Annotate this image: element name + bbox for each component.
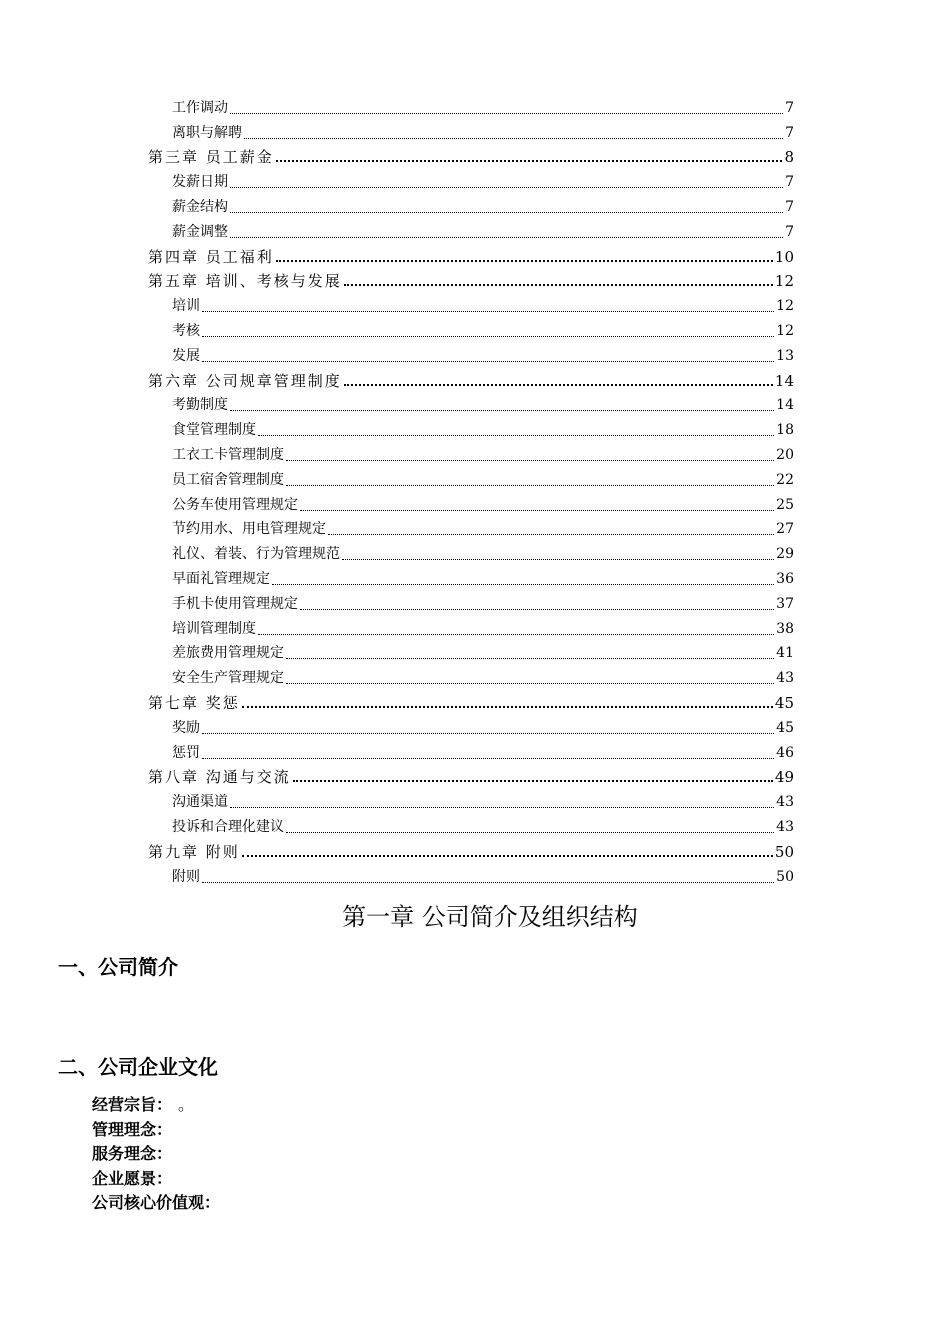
toc-entry-label: 附则 — [172, 868, 200, 885]
toc-entry-label: 惩罚 — [172, 744, 200, 761]
toc-page-number: 27 — [776, 521, 794, 538]
toc-dot-leader — [344, 282, 773, 286]
toc-entry-label: 节约用水、用电管理规定 — [172, 521, 326, 538]
toc-page-number: 43 — [776, 794, 794, 811]
toc-entry-label: 食堂管理制度 — [172, 422, 256, 439]
toc-entry-label: 考勤制度 — [172, 397, 228, 414]
section-heading-corporate-culture: 二、公司企业文化 — [58, 1055, 218, 1079]
toc-dot-leader — [202, 359, 774, 362]
toc-entry[interactable] — [148, 517, 794, 542]
culture-item-label: 管理理念： — [92, 1119, 173, 1139]
toc-entry[interactable] — [148, 616, 794, 641]
toc-entry-label: 薪金结构 — [172, 198, 228, 215]
toc-entry-label: 第七章 奖惩 — [148, 693, 240, 712]
toc-dot-leader — [258, 433, 774, 436]
toc-dot-leader — [202, 880, 774, 883]
toc-entry[interactable] — [148, 541, 794, 566]
section-heading-company-intro: 一、公司简介 — [58, 955, 178, 979]
toc-page-number: 45 — [776, 719, 794, 736]
toc-entry-label: 安全生产管理规定 — [172, 670, 284, 687]
toc-page-number: 12 — [774, 272, 794, 291]
toc-entry-label: 第三章 员工薪金 — [148, 148, 274, 167]
toc-dot-leader — [300, 607, 774, 610]
toc-entry-label: 投诉和合理化建议 — [172, 818, 284, 835]
toc-chapter-entry[interactable] — [148, 145, 794, 170]
toc-dot-leader — [272, 582, 774, 585]
toc-entry[interactable] — [148, 318, 794, 343]
toc-chapter-entry[interactable] — [148, 269, 794, 294]
culture-item-label: 经营宗旨： — [92, 1095, 165, 1114]
toc-entry[interactable] — [148, 467, 794, 492]
culture-item — [92, 1093, 234, 1118]
toc-dot-leader — [230, 408, 774, 411]
toc-entry[interactable] — [148, 641, 794, 666]
toc-entry-label: 公务车使用管理规定 — [172, 496, 298, 513]
toc-entry[interactable] — [148, 95, 794, 120]
toc-page-number: 46 — [776, 744, 794, 761]
toc-entry-label: 工作调动 — [172, 99, 228, 116]
culture-item-label: 企业愿景： — [92, 1168, 173, 1188]
toc-chapter-entry[interactable] — [148, 839, 794, 864]
toc-dot-leader — [230, 185, 783, 188]
toc-entry[interactable] — [148, 343, 794, 368]
toc-entry[interactable] — [148, 740, 794, 765]
toc-entry[interactable] — [148, 715, 794, 740]
toc-entry-label: 考核 — [172, 322, 200, 339]
toc-page-number: 18 — [776, 422, 794, 439]
toc-page-number: 36 — [776, 570, 794, 587]
culture-item — [92, 1142, 234, 1167]
toc-dot-leader — [344, 382, 773, 386]
toc-entry[interactable] — [148, 591, 794, 616]
toc-entry[interactable] — [148, 417, 794, 442]
toc-dot-leader — [244, 136, 783, 139]
toc-dot-leader — [202, 756, 774, 759]
toc-dot-leader — [286, 458, 774, 461]
culture-item-value: 。 — [178, 1095, 195, 1114]
toc-entry-label: 第五章 培训、考核与发展 — [148, 272, 342, 291]
toc-page-number: 43 — [776, 818, 794, 835]
toc-entry-label: 第八章 沟通与交流 — [148, 768, 291, 787]
toc-page-number: 8 — [784, 148, 794, 167]
toc-dot-leader — [202, 309, 774, 312]
toc-page-number: 22 — [776, 471, 794, 488]
toc-dot-leader — [286, 656, 774, 659]
toc-entry-label: 员工宿舍管理制度 — [172, 471, 284, 488]
toc-page-number: 45 — [774, 693, 794, 712]
toc-entry[interactable] — [148, 864, 794, 889]
toc-entry-label: 第九章 附则 — [148, 842, 240, 861]
toc-entry[interactable] — [148, 665, 794, 690]
toc-dot-leader — [202, 731, 774, 734]
toc-page-number: 41 — [776, 645, 794, 662]
toc-entry[interactable] — [148, 293, 794, 318]
toc-entry-label: 早面礼管理规定 — [172, 570, 270, 587]
toc-entry-label: 手机卡使用管理规定 — [172, 595, 298, 612]
toc-entry-label: 沟通渠道 — [172, 794, 228, 811]
toc-page-number: 43 — [776, 670, 794, 687]
toc-chapter-entry[interactable] — [148, 690, 794, 715]
toc-chapter-entry[interactable] — [148, 244, 794, 269]
toc-chapter-entry[interactable] — [148, 765, 794, 790]
toc-page-number: 25 — [776, 496, 794, 513]
toc-dot-leader — [242, 853, 773, 857]
toc-entry[interactable] — [148, 219, 794, 244]
toc-page-number: 7 — [785, 174, 794, 191]
toc-dot-leader — [202, 334, 774, 337]
toc-entry[interactable] — [148, 566, 794, 591]
toc-dot-leader — [293, 778, 773, 782]
toc-entry-label: 第六章 公司规章管理制度 — [148, 371, 342, 390]
toc-entry[interactable] — [148, 120, 794, 145]
toc-entry[interactable] — [148, 393, 794, 418]
culture-item-label: 公司核心价值观： — [92, 1193, 221, 1213]
toc-entry[interactable] — [148, 492, 794, 517]
toc-dot-leader — [286, 681, 774, 684]
toc-dot-leader — [342, 557, 774, 560]
toc-page-number: 14 — [776, 397, 794, 414]
toc-entry[interactable] — [148, 169, 794, 194]
toc-dot-leader — [230, 805, 774, 808]
toc-entry-label: 培训 — [172, 298, 200, 315]
toc-entry[interactable] — [148, 442, 794, 467]
toc-dot-leader — [230, 111, 783, 114]
toc-dot-leader — [242, 704, 773, 708]
toc-page-number: 29 — [776, 546, 794, 563]
toc-page-number: 12 — [776, 322, 794, 339]
table-of-contents — [148, 95, 794, 889]
toc-dot-leader — [300, 508, 774, 511]
toc-entry-label: 礼仪、着装、行为管理规范 — [172, 546, 340, 563]
culture-item-label: 服务理念： — [92, 1144, 173, 1164]
toc-dot-leader — [230, 235, 783, 238]
toc-entry-label: 离职与解聘 — [172, 124, 242, 141]
toc-dot-leader — [230, 210, 783, 213]
toc-page-number: 10 — [774, 247, 794, 266]
toc-entry-label: 薪金调整 — [172, 223, 228, 240]
toc-entry-label: 差旅费用管理规定 — [172, 645, 284, 662]
toc-entry-label: 培训管理制度 — [172, 620, 256, 637]
toc-page-number: 20 — [776, 446, 794, 463]
chapter-title: 第一章 公司简介及组织结构 — [342, 903, 638, 931]
toc-page-number: 37 — [776, 595, 794, 612]
culture-list — [92, 1093, 234, 1216]
toc-page-number: 14 — [774, 371, 794, 390]
culture-item — [92, 1118, 234, 1143]
toc-dot-leader — [286, 830, 774, 833]
toc-dot-leader — [276, 258, 773, 262]
toc-page-number: 50 — [774, 842, 794, 861]
toc-page-number: 7 — [785, 223, 794, 240]
toc-chapter-entry[interactable] — [148, 368, 794, 393]
culture-item — [92, 1191, 234, 1216]
toc-page-number: 7 — [785, 124, 794, 141]
toc-entry-label: 第四章 员工福利 — [148, 247, 274, 266]
toc-page-number: 50 — [776, 868, 794, 885]
toc-entry-label: 发薪日期 — [172, 174, 228, 191]
toc-page-number: 49 — [774, 768, 794, 787]
toc-entry-label: 工衣工卡管理制度 — [172, 446, 284, 463]
culture-item — [92, 1167, 234, 1192]
toc-page-number: 12 — [776, 298, 794, 315]
toc-entry-label: 发展 — [172, 347, 200, 364]
toc-entry[interactable] — [148, 789, 794, 814]
toc-dot-leader — [328, 532, 774, 535]
toc-entry[interactable] — [148, 814, 794, 839]
toc-page-number: 7 — [785, 198, 794, 215]
toc-dot-leader — [286, 483, 774, 486]
toc-page-number: 7 — [785, 99, 794, 116]
toc-page-number: 38 — [776, 620, 794, 637]
toc-page-number: 13 — [776, 347, 794, 364]
toc-dot-leader — [276, 158, 783, 162]
toc-dot-leader — [258, 632, 774, 635]
toc-entry-label: 奖励 — [172, 719, 200, 736]
toc-entry[interactable] — [148, 194, 794, 219]
